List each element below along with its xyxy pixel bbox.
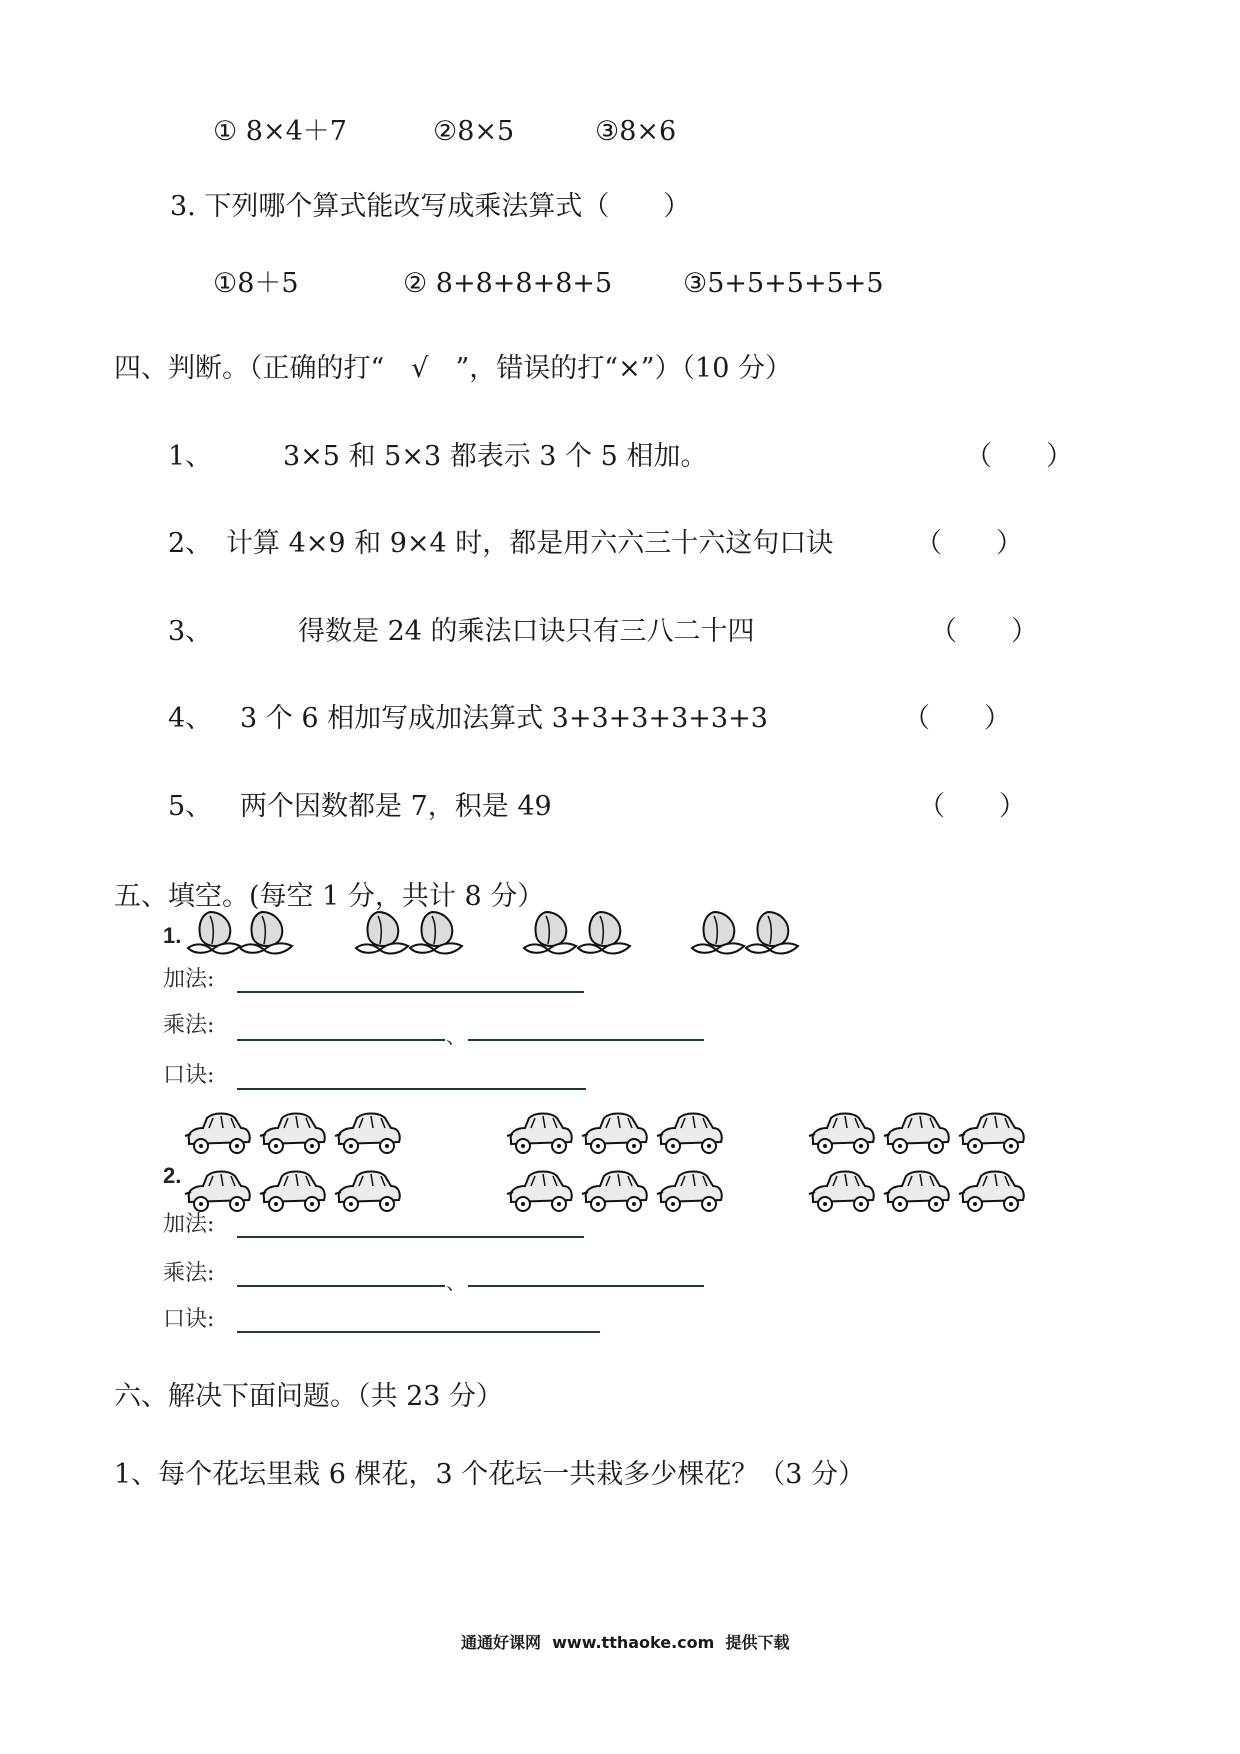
- fill1-rhyme-blank[interactable]: [237, 1088, 586, 1090]
- car-icon: [959, 1114, 1024, 1154]
- car-icon: [884, 1114, 949, 1154]
- fill1-rhyme-label: 口诀:: [163, 1063, 215, 1088]
- car-icon: [809, 1172, 874, 1212]
- peach-icon: [356, 912, 408, 953]
- judge-item-3-text: 得数是 24 的乘法口诀只有三八二十四: [298, 616, 755, 647]
- section5-title: 五、填空。(每空 1 分，共计 8 分）: [114, 881, 545, 912]
- judge-item-1-answer[interactable]: （ ）: [965, 441, 1073, 472]
- footer-credit: 通通好课网 www.tthaoke.com 提供下载: [461, 1633, 790, 1652]
- judge-item-5-text: 两个因数都是 7，积是 49: [240, 791, 552, 822]
- fill2-rhyme-label: 口诀:: [163, 1307, 215, 1332]
- car-icon: [507, 1114, 572, 1154]
- q3-option-1: ①8＋5: [213, 268, 299, 299]
- car-icon: [959, 1172, 1024, 1212]
- fill2-add-blank[interactable]: [237, 1236, 584, 1238]
- fill2-number: 2.: [163, 1163, 182, 1188]
- fill2-add-label: 加法:: [163, 1212, 215, 1237]
- car-icon: [884, 1172, 949, 1212]
- car-icon: [657, 1114, 722, 1154]
- fill2-car-group: [185, 1112, 1045, 1242]
- car-icon: [582, 1114, 647, 1154]
- car-icon: [657, 1172, 722, 1212]
- judge-item-4-answer[interactable]: （ ）: [903, 703, 1011, 734]
- peach-icon: [692, 912, 744, 953]
- peach-icon: [746, 912, 798, 953]
- judge-item-3-answer[interactable]: （ ）: [930, 616, 1038, 647]
- section6-question-1: 1、每个花坛里栽 6 棵花，3 个花坛一共栽多少棵花？（3 分）: [114, 1459, 866, 1490]
- q2-option-1: ① 8×4＋7: [213, 116, 347, 147]
- car-icon: [582, 1172, 647, 1212]
- peach-icon: [188, 912, 240, 953]
- judge-item-4-number: 4、: [168, 703, 213, 734]
- judge-item-2-text: 计算 4×9 和 9×4 时，都是用六六三十六这句口诀: [226, 528, 834, 559]
- peach-icon: [578, 912, 630, 953]
- fill2-mul-label: 乘法:: [163, 1261, 215, 1286]
- fill1-number: 1.: [163, 923, 182, 948]
- peach-icon: [410, 912, 462, 953]
- car-icon: [185, 1172, 250, 1212]
- fill1-mul-blank-2[interactable]: [468, 1039, 704, 1041]
- peach-icon: [524, 912, 576, 953]
- fill1-peach-group: [188, 900, 808, 962]
- section4-title: 四、判断。（正确的打“ √ ”，错误的打“×”）（10 分）: [114, 353, 792, 384]
- judge-item-1-text: 3×5 和 5×3 都表示 3 个 5 相加。: [283, 441, 708, 472]
- judge-item-1-number: 1、: [168, 441, 213, 472]
- car-icon: [809, 1114, 874, 1154]
- q2-option-3: ③8×6: [595, 116, 677, 147]
- fill1-add-label: 加法:: [163, 967, 215, 992]
- section6-title: 六、解决下面问题。（共 23 分）: [114, 1381, 504, 1412]
- q3-question: 3. 下列哪个算式能改写成乘法算式（ ）: [170, 191, 691, 222]
- judge-item-5-answer[interactable]: （ ）: [918, 791, 1026, 822]
- q3-option-3: ③5+5+5+5+5: [683, 268, 884, 299]
- car-icon: [507, 1172, 572, 1212]
- judge-item-5-number: 5、: [168, 791, 213, 822]
- car-icon: [185, 1114, 250, 1154]
- peach-icon: [240, 912, 292, 953]
- judge-item-2-number: 2、: [168, 528, 213, 559]
- fill1-add-blank[interactable]: [237, 991, 584, 993]
- car-icon: [335, 1172, 400, 1212]
- car-icon: [260, 1114, 325, 1154]
- q2-option-2: ②8×5: [433, 116, 515, 147]
- judge-item-4-text: 3 个 6 相加写成加法算式 3+3+3+3+3+3: [240, 703, 768, 734]
- car-icon: [335, 1114, 400, 1154]
- fill1-mul-separator: 、: [446, 1024, 466, 1048]
- fill2-rhyme-blank[interactable]: [237, 1331, 600, 1333]
- q3-option-2: ② 8+8+8+8+5: [403, 268, 613, 299]
- fill2-mul-blank-2[interactable]: [468, 1285, 704, 1287]
- fill2-mul-blank-1[interactable]: [237, 1285, 445, 1287]
- fill1-mul-blank-1[interactable]: [237, 1039, 445, 1041]
- judge-item-3-number: 3、: [168, 616, 213, 647]
- car-icon: [260, 1172, 325, 1212]
- fill2-mul-separator: 、: [446, 1270, 466, 1294]
- judge-item-2-answer[interactable]: （ ）: [915, 528, 1023, 559]
- fill1-mul-label: 乘法:: [163, 1013, 215, 1038]
